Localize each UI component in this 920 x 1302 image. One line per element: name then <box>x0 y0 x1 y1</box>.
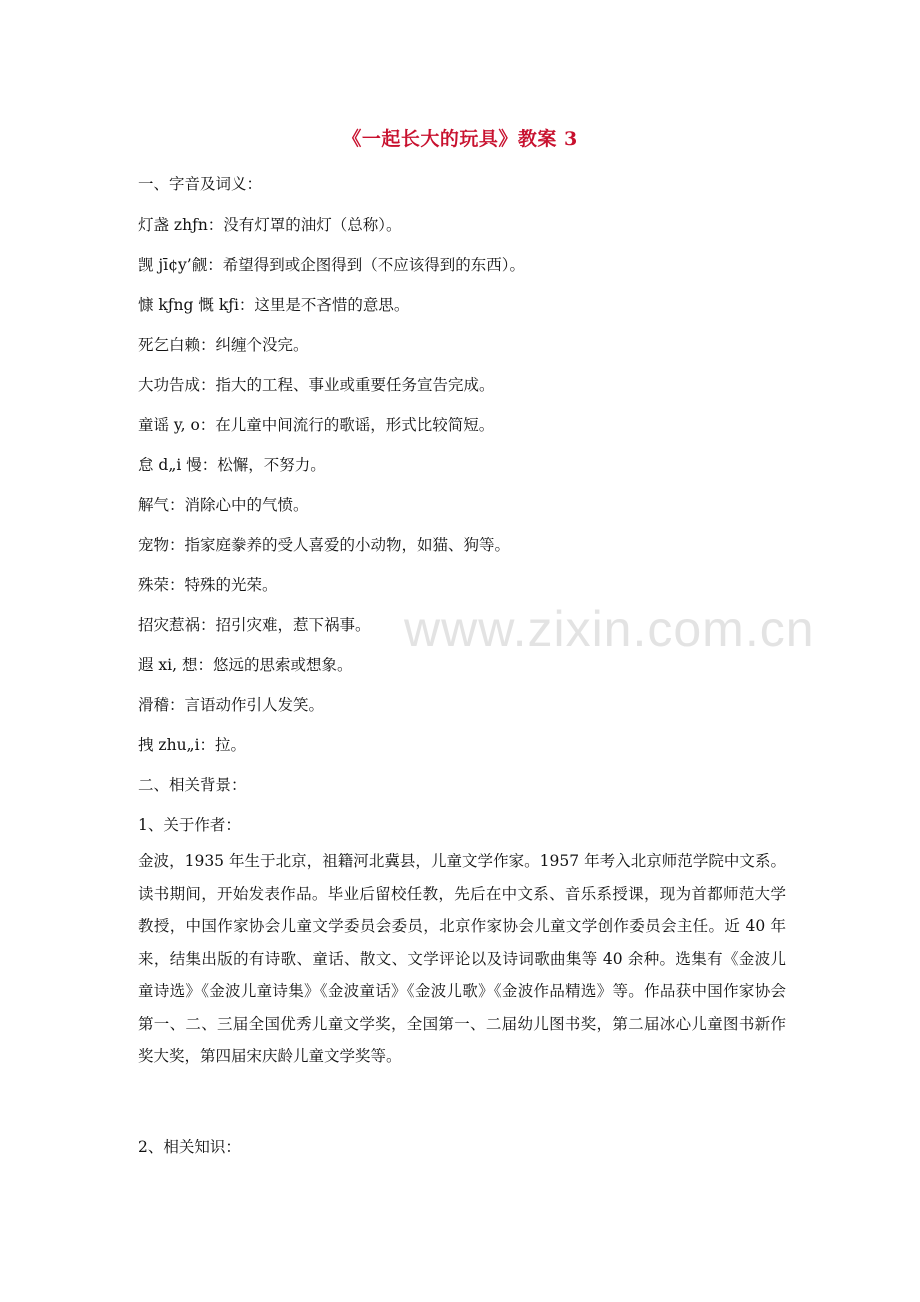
vocab-entry: 拽 zhu„i：拉。 <box>138 736 247 754</box>
vocab-entry: 宠物：指家庭豢养的受人喜爱的小动物，如猫、狗等。 <box>138 536 511 554</box>
section-heading-vocab: 一、字音及词义： <box>138 175 263 193</box>
vocab-entry: 灯盏 zhƒn：没有灯罩的油灯（总称）。 <box>138 216 402 234</box>
vocab-entry: 怠 d„i 慢：松懈，不努力。 <box>138 456 326 474</box>
subheading-author: 1、关于作者： <box>138 816 241 834</box>
vocab-entry: 童谣 y, o：在儿童中间流行的歌谣，形式比较简短。 <box>138 416 495 434</box>
vocab-entry: 慷 kƒng 慨 kƒi：这里是不吝惜的意思。 <box>138 296 410 314</box>
author-paragraph: 金波，1935 年生于北京，祖籍河北冀县，儿童文学作家。1957 年考入北京师范学院中文系。读书期间，开始发表作品。毕业后留校任教，先后在中文系、音乐系授课，现为首都师范大学教授，中国作家协会儿童文学委员会委员，北京作家协会儿童文学创作委员会主任。近 40 年来，结集出版的有诗歌、童话、散文、文学评论以及诗词歌曲集等 40 余种。选集有《金波儿童诗选》《金波儿童诗集》《金波童话》《金波儿歌》《金波作品精选》等。作品获中国作家协会第一、二、三届全国优秀儿童文学奖，全国第一、二届幼儿图书奖，第二届冰心儿童图书新作奖大奖，第四届宋庆龄儿童文学奖等。 <box>138 852 786 1065</box>
vocab-entry: 死乞白赖：纠缠个没完。 <box>138 336 309 354</box>
vocab-entry: 大功告成：指大的工程、事业或重要任务宣告完成。 <box>138 376 495 394</box>
subheading-knowledge: 2、相关知识： <box>138 1138 241 1156</box>
section-heading-background: 二、相关背景： <box>138 776 247 794</box>
document-title: 《一起长大的玩具》教案 3 <box>342 128 578 150</box>
vocab-entry: 殊荣：特殊的光荣。 <box>138 576 278 594</box>
vocab-entry: 解气：消除心中的气愤。 <box>138 496 309 514</box>
vocab-entry: 遐 xi, 想：悠远的思索或想象。 <box>138 656 353 674</box>
watermark: www.zixin.com.cn <box>404 601 815 657</box>
vocab-entry: 觊 jī¢y’觎：希望得到或企图得到（不应该得到的东西）。 <box>138 256 525 274</box>
vocab-entry: 招灾惹祸：招引灾难，惹下祸事。 <box>138 616 371 634</box>
vocab-entry: 滑稽：言语动作引人发笑。 <box>138 696 325 714</box>
